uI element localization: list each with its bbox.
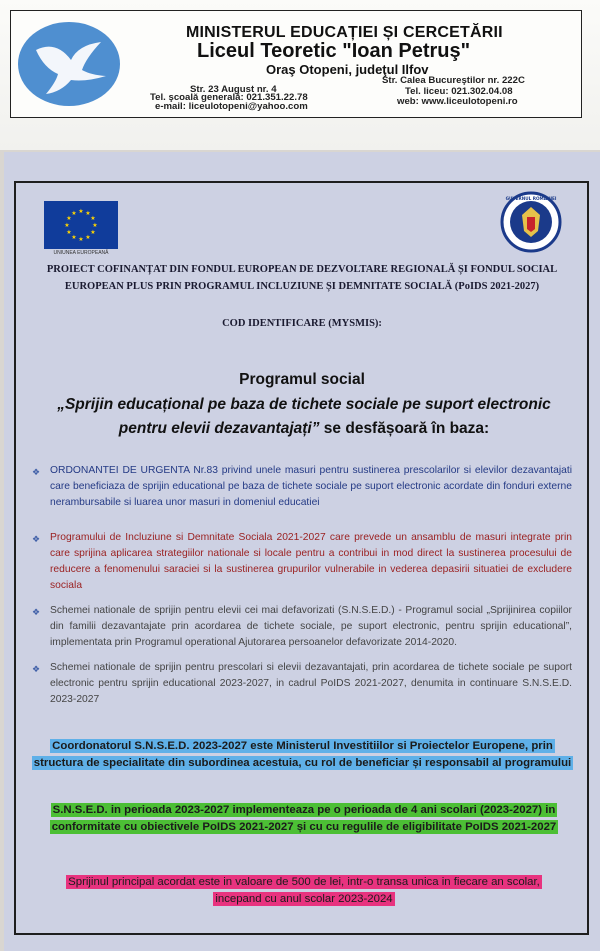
svg-text:★: ★ <box>85 234 91 241</box>
support-amount-text: Sprijinul principal acordat este in valoare de 500 de lei, intr-o transa unica in fiecare an scolar, incepand cu anul scolar 2023-2024 <box>68 876 540 905</box>
right-address-phone: Tel. liceu: 021.302.04.08 <box>405 86 513 97</box>
svg-text:★: ★ <box>64 222 70 229</box>
bullet-item <box>32 660 572 708</box>
coordinator-text: Coordonatorul S.N.S.E.D. 2023-2027 este Ministerul Investitiilor si Proiectelor Europene, prin structura de specialitate din subordinea acestuia, cu rol de beneficiar și responsabil al programului <box>33 740 572 769</box>
right-address-web: web: www.liceulotopeni.ro <box>397 96 518 107</box>
eu-caption: UNIUNEA EUROPEANĂ <box>53 250 109 256</box>
bullet-item <box>32 603 572 651</box>
bullet-text: ORDONANTEI DE URGENTA Nr.83 privind unele masuri pentru sustinerea prescolarilor si elevilor dezavantajati care beneficiaza de sprijin educational pe baza de tichete sociale pe suport electronic acordate din fonduri externe nerambursabile si luarea unor masuri in domeniul educatiei <box>50 465 572 508</box>
school-name: Liceul Teoretic "Ioan Petruş" <box>197 40 471 62</box>
right-address-street: Str. Calea Bucureştilor nr. 222C <box>382 75 525 86</box>
left-address-street: Str. 23 August nr. 4 <box>190 84 277 95</box>
government-crest-icon <box>500 191 562 253</box>
identification-code: COD IDENTIFICARE (MYSMIS): <box>222 318 382 329</box>
implementation-text: S.N.S.E.D. in perioada 2023-2027 implementeaza pe o perioada de 4 ani scolari (2023-2027) in conformitate cu obiectivele PoIDS 2021-2027 și cu cu regulile de eligibilitate PoIDS 2021-2027 <box>51 804 557 833</box>
bullet-text: Programului de Incluziune si Demnitate Sociala 2021-2027 care prevede un ansamblu de masuri integrate prin care sprijina aplicarea strategiilor nationale si locale pentru a contribui in mod direct la sustinerea procesului de reducere a fenomenului saraciei si la sustinerea grupurilor vulnerabile in vederea depasirii situatiei de excludere sociala <box>50 532 572 591</box>
svg-text:★: ★ <box>85 210 91 217</box>
project-cofinancing-text: PROIECT COFINANȚAT DIN FONDUL EUROPEAN DE DEZVOLTARE REGIONALĂ ȘI FONDUL SOCIAL EUROPEAN PLUS PRIN PROGRAMUL INCLUZIUNE ȘI DEMNITATE SOCIALĂ (PoIDS 2021-2027) <box>46 264 558 292</box>
program-subtitle-rest: se desfășoară în baza: <box>319 420 490 437</box>
svg-text:★: ★ <box>78 208 84 215</box>
svg-text:★: ★ <box>78 236 84 243</box>
bullet-item <box>32 530 572 594</box>
gov-logo-text: GUVERNUL ROMÂNIEI <box>505 196 557 201</box>
support-amount-highlight <box>44 874 564 908</box>
program-subtitle <box>44 393 564 441</box>
svg-text:★: ★ <box>66 215 72 222</box>
school-town: Oraş Otopeni, judeţul Ilfov <box>266 62 429 77</box>
bullet-item <box>32 463 572 511</box>
coordinator-highlight <box>30 738 575 772</box>
dove-logo-icon <box>16 20 122 108</box>
eu-flag-icon <box>44 201 118 249</box>
left-address-phone: Tel. şcoală generală: 021.351.22.78 <box>150 92 308 103</box>
bullet-diamond-icon: ❖ <box>32 467 41 477</box>
svg-text:★: ★ <box>71 234 77 241</box>
bullet-text: Schemei nationale de sprijin pentru elevii cei mai defavorizati (S.N.S.E.D.) - Programul social „Sprijinirea copiilor din familii dezavantajate prin acordarea de tichete sociale, pe suport electronic, pentru sprijin educational”, implementata prin Programul operational Ajutorarea persoanelor defavorizate 2014-2020. <box>50 605 572 648</box>
bullet-text: Schemei nationale de sprijin pentru prescolari si elevii dezavantajati, prin acordarea de tichete sociale pe suport electronic pentru sprijin educational 2023-2027, in cadrul PoIDS 2021-2027, denumita in continuare S.N.S.E.D. 2023-2027 <box>50 662 572 705</box>
bullet-diamond-icon: ❖ <box>32 607 41 617</box>
program-title: Programul social <box>239 371 365 388</box>
svg-text:★: ★ <box>66 229 72 236</box>
ministry-title: MINISTERUL EDUCAȚIEI ȘI CERCETĂRII <box>186 24 503 41</box>
svg-text:★: ★ <box>90 229 96 236</box>
svg-text:★: ★ <box>92 222 98 229</box>
implementation-highlight <box>34 802 574 836</box>
svg-text:★: ★ <box>90 215 96 222</box>
letterhead-paper <box>0 0 600 150</box>
bullet-diamond-icon: ❖ <box>32 664 41 674</box>
left-address-email: e-mail: liceulotopeni@yahoo.com <box>155 101 308 112</box>
svg-text:★: ★ <box>71 210 77 217</box>
program-name: „Sprijin educațional pe baza de tichete sociale pe suport electronic pentru elevii dezavantajați” <box>57 396 551 437</box>
poster <box>4 152 600 951</box>
bullet-diamond-icon: ❖ <box>32 534 41 544</box>
